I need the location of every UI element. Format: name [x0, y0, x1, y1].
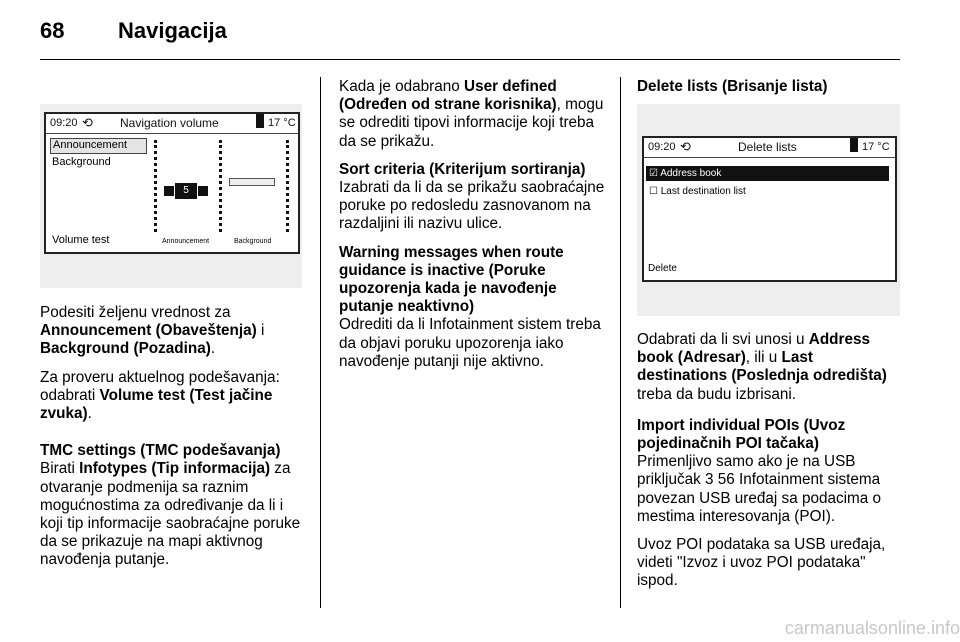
column-divider-2: [620, 77, 621, 608]
clock: 09:20: [648, 141, 676, 153]
navigation-volume-screenshot: [40, 104, 302, 288]
column-divider-1: [320, 77, 321, 608]
column-3-text: [637, 331, 905, 601]
paragraph: Import individual POIs (Uvoz pojedinačnih POI tačaka) Primenljivo samo ako je na USB priključak 3 56 Infotainment sistema povezan USB uređaj sa podacima o mestima interesovanja (POI).: [637, 417, 905, 526]
phone-icon: [256, 114, 264, 128]
checkbox-icon: ☐: [649, 186, 658, 197]
paragraph: Warning messages when route guidance is inactive (Poruke upozorenja kada je navođenje putanje neaktivno) Odrediti da li Infotainment sistem treba da objavi poruku upozorenja iako navođenje putanji nije aktivno.: [339, 244, 605, 371]
status-bar-rule: [46, 133, 298, 134]
section-heading: Sort criteria (Kriterijum sortiranja): [339, 160, 586, 178]
paragraph: Sort criteria (Kriterijum sortiranja) Izabrati da li da se prikažu saobraćajne poruke po redosledu zasnovanom na razdaljini ili nazivu ulice.: [339, 160, 605, 233]
phone-icon: [850, 138, 858, 152]
checkbox-checked-icon: ☑: [649, 168, 658, 179]
column-2-text: [339, 78, 605, 381]
watermark: carmanualsonline.info: [784, 618, 960, 638]
section-heading: Delete lists (Brisanje lista): [637, 78, 828, 95]
list-item-address-book[interactable]: [646, 166, 889, 181]
column-1-text: [40, 304, 308, 580]
scale-middle: [219, 140, 225, 232]
back-icon: ⟲: [680, 139, 691, 154]
temperature: 17 °C: [268, 117, 296, 129]
page-number: 68: [40, 18, 65, 43]
menu-item-volume-test[interactable]: Volume test: [52, 234, 110, 246]
display-frame: [642, 136, 897, 282]
paragraph: Podesiti željenu vrednost za Announcement (Obaveštenja) i Background (Pozadina).: [40, 304, 265, 358]
list-item-label: Last destination list: [660, 186, 746, 197]
temperature: 17 °C: [862, 141, 890, 153]
paragraph: Odabrati da li svi unosi u Address book (Adresar), ili u Last destinations (Poslednja odredišta) treba da budu izbrisani.: [637, 331, 887, 403]
status-bar-rule: [644, 157, 895, 158]
scale-left: [154, 140, 160, 232]
page-title: Navigacija: [118, 18, 227, 43]
label-background: Background: [234, 238, 272, 245]
section-heading: Import individual POIs (Uvoz pojedinačnih POI tačaka): [637, 416, 846, 453]
paragraph: Za proveru aktuelnog podešavanja: odabrati Volume test (Test jačine zvuka).: [40, 368, 280, 423]
menu-item-announcement[interactable]: Announcement: [50, 138, 147, 154]
screen-title: Navigation volume: [120, 116, 219, 130]
list-item-last-destination[interactable]: [646, 184, 746, 199]
paragraph: TMC settings (TMC podešavanja) Birati Infotypes (Tip informacija) za otvaranje podmenija sa raznim mogućnostima za određivanje da li i koji tip informacije saobraćajne poruke da se prikazuje na mapi aktivnog navođenja putanje.: [40, 442, 308, 569]
back-icon: ⟲: [82, 115, 93, 130]
delete-button[interactable]: Delete: [648, 263, 677, 274]
scale-right: [286, 140, 292, 232]
background-slider[interactable]: [229, 178, 275, 186]
status-bar: [46, 114, 298, 132]
status-bar: [644, 138, 895, 156]
menu-item-background[interactable]: Background: [52, 156, 111, 168]
paragraph: Kada je odabrano User defined (Određen od strane korisnika), mogu se odrediti tipovi informacije koji treba da se prikažu.: [339, 78, 604, 150]
list-item-label: Address book: [660, 168, 722, 179]
delete-lists-screenshot: [637, 104, 900, 316]
paragraph: Uvoz POI podataka sa USB uređaja, videti "Izvoz i uvoz POI podataka" ispod.: [637, 536, 886, 590]
announcement-value: 5: [174, 182, 198, 200]
screen-title: Delete lists: [738, 140, 797, 154]
section-heading: TMC settings (TMC podešavanja): [40, 442, 281, 460]
label-announcement: Announcement: [162, 238, 210, 245]
header-rule: [40, 59, 900, 60]
clock: 09:20: [50, 117, 78, 129]
display-frame: [44, 112, 300, 254]
section-heading: Warning messages when route guidance is inactive (Poruke upozorenja kada je navođenje putanje neaktivno): [339, 243, 564, 316]
column-3-heading: [637, 78, 905, 96]
